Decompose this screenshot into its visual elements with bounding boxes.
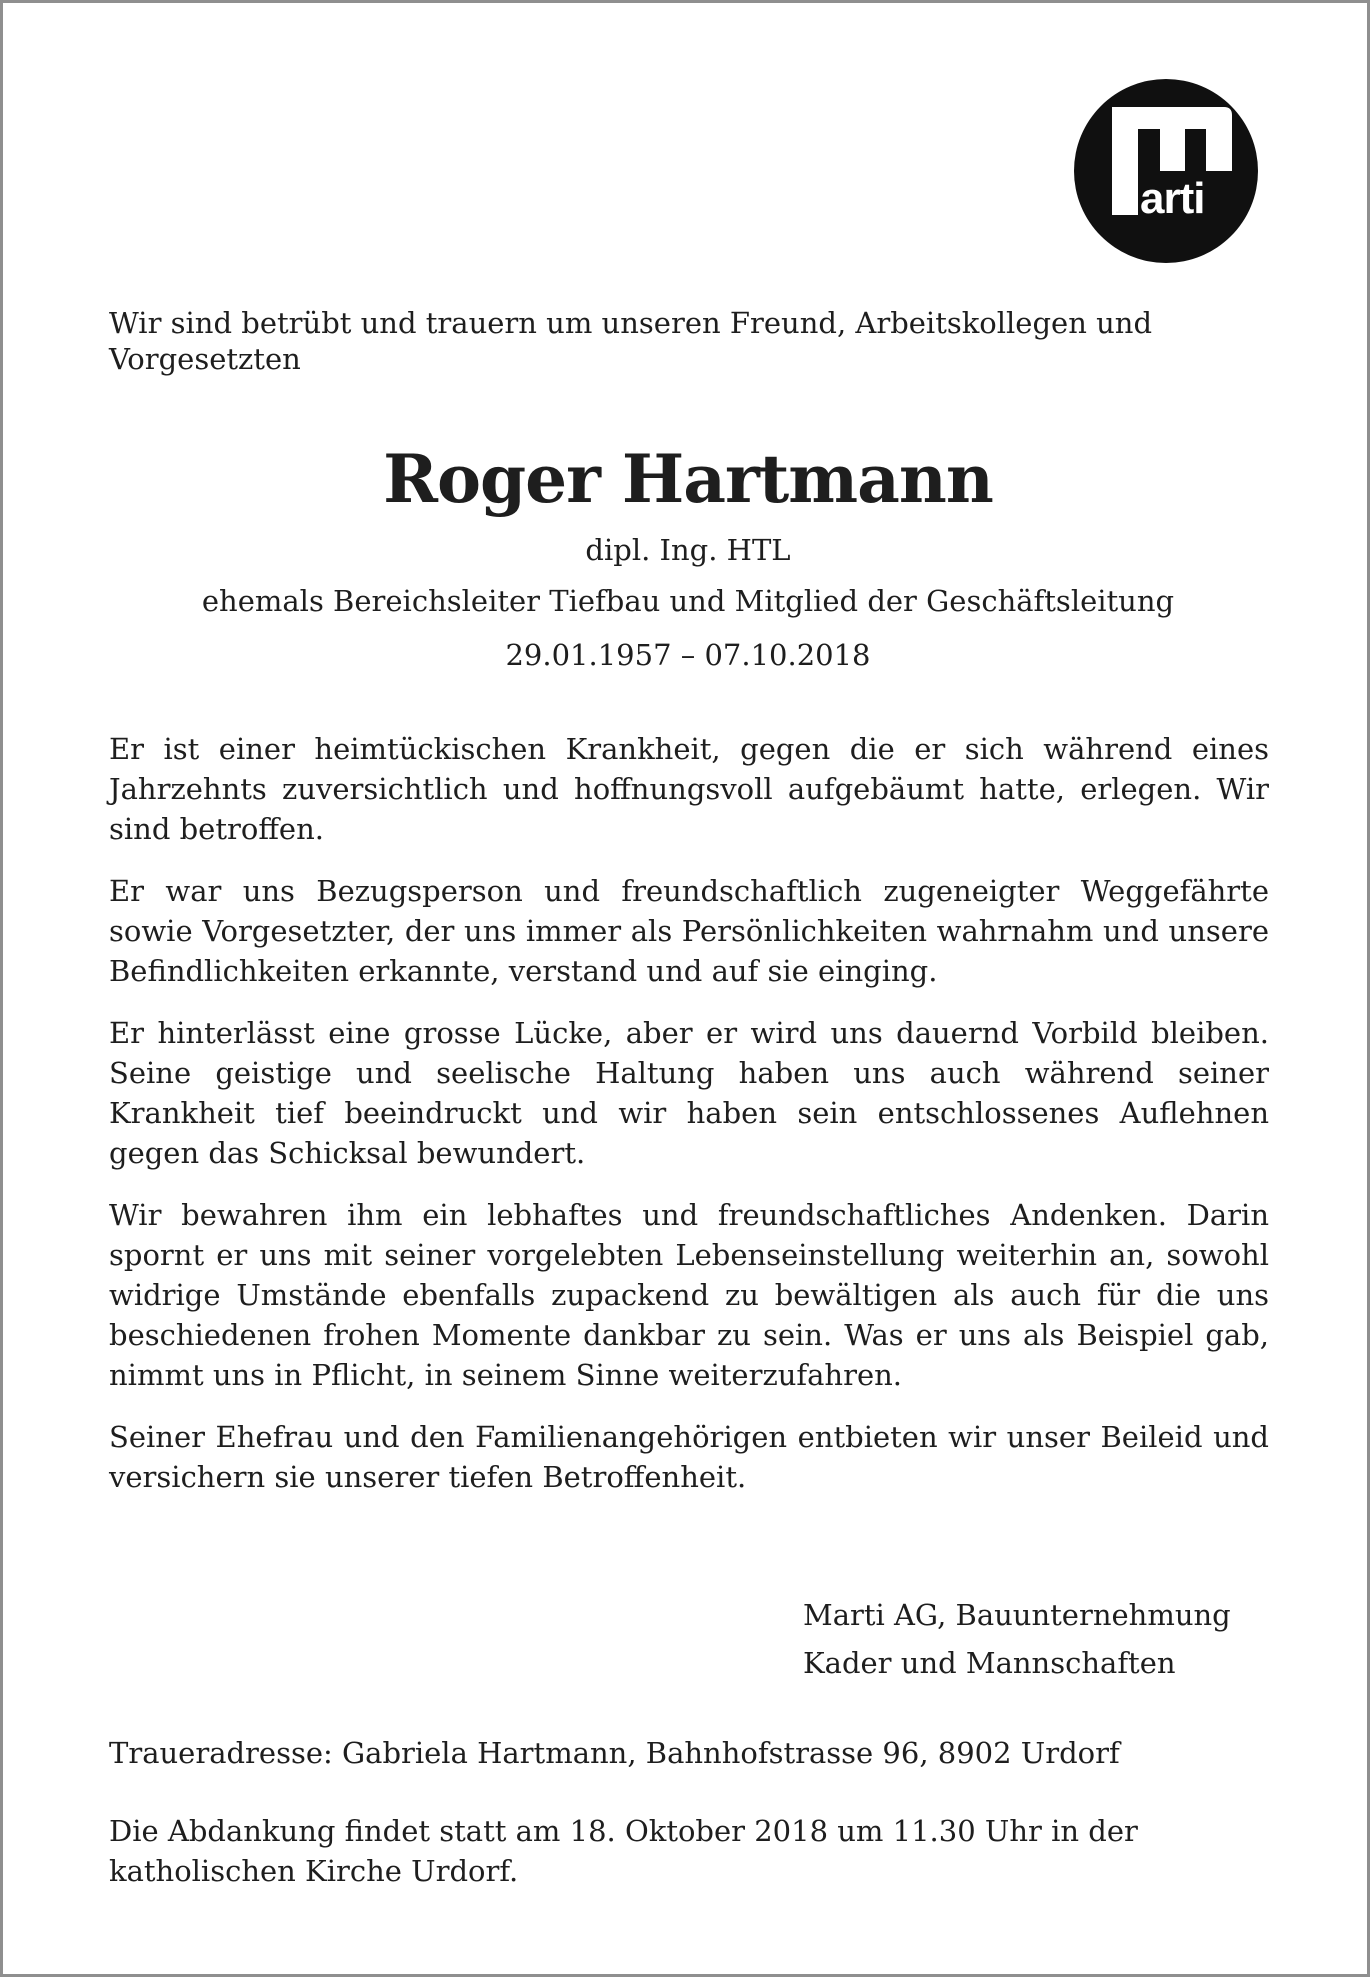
paragraph: Seiner Ehefrau und den Familienangehörigen entbieten wir unser Beileid und versichern sie unserer tiefen Betroffenheit. — [109, 1420, 1269, 1494]
funeral-notice: Die Abdankung findet statt am 18. Oktober 2018 um 11.30 Uhr in der katholischen Kirche Urdorf. — [109, 1814, 1138, 1888]
intro-text: Wir sind betrübt und trauern um unseren Freund, Arbeitskollegen und Vorgesetzten — [109, 306, 1153, 376]
life-dates: 29.01.1957 – 07.10.2018 — [505, 638, 871, 672]
signature-company: Marti AG, Bauunternehmung — [803, 1598, 1231, 1632]
deceased-name: Roger Hartmann — [383, 440, 993, 518]
deceased-role: ehemals Bereichsleiter Tiefbau und Mitglied der Geschäftsleitung — [201, 584, 1175, 618]
signature-staff: Kader und Mannschaften — [803, 1646, 1176, 1680]
paragraph: Er hinterlässt eine grosse Lücke, aber er wird uns dauernd Vorbild bleiben. Seine geistige und seelische Haltung haben uns auch während seiner Krankheit tief beeindruckt und wir haben sein entschlossenes Auflehnen gegen das Schicksal bewundert. — [109, 1016, 1269, 1170]
logo-arti-text: arti — [1140, 174, 1205, 223]
paragraph: Wir bewahren ihm ein lebhaftes und freundschaftliches Andenken. Darin spornt er uns mit seiner vorgelebten Lebenseinstellung weiterhin an, sowohl widrige Umstände ebenfalls zupackend zu bewältigen als auch für die uns beschiedenen frohen Momente dankbar zu sein. Was er uns als Beispiel gab, nimmt uns in Pflicht, in seinem Sinne weiterzufahren. — [109, 1198, 1269, 1392]
paragraph: Er war uns Bezugsperson und freundschaftlich zugeneigter Weggefährte sowie Vorgesetzter, der uns immer als Persönlichkeiten wahrnahm und unsere Befindlichkeiten erkannte, verstand und auf sie einging. — [109, 874, 1269, 988]
marti-logo-mark — [1074, 79, 1258, 263]
marti-logo — [1074, 79, 1258, 263]
deceased-title: dipl. Ing. HTL — [585, 533, 791, 567]
mourning-address: Traueradresse: Gabriela Hartmann, Bahnhofstrasse 96, 8902 Urdorf — [109, 1736, 1120, 1770]
signature-block — [803, 1591, 1231, 1687]
paragraph: Er ist einer heimtückischen Krankheit, gegen die er sich während eines Jahrzehnts zuversichtlich und hoffnungsvoll aufgebäumt hatte, erlegen. Wir sind betroffen. — [109, 732, 1269, 846]
obituary-page — [3, 3, 1367, 1974]
obituary-body — [109, 729, 1269, 1519]
